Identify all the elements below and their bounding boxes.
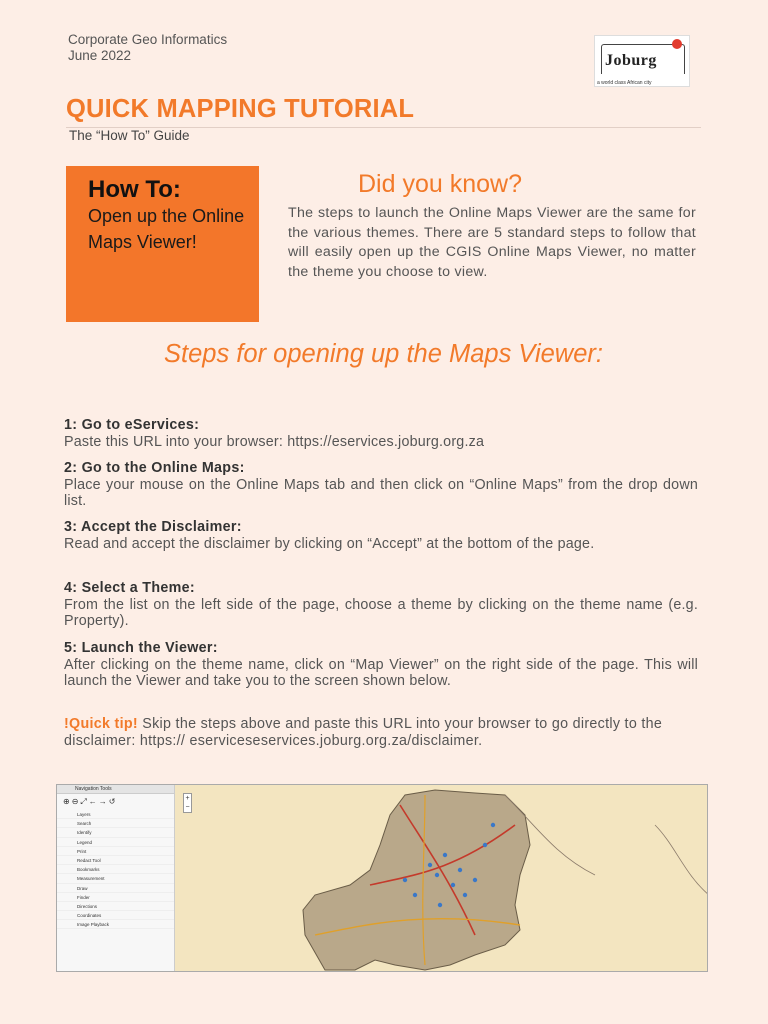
panel-row: Coordinates: [57, 911, 174, 920]
logo-word: Joburg: [605, 52, 657, 69]
maps-viewer-screenshot: [56, 784, 708, 972]
step-body: After clicking on the theme name, click on “Map Viewer” on the right side of the page. This will launch the Viewer and take you to the screen shown below.: [64, 656, 698, 690]
panel-row: Bookmarks: [57, 865, 174, 874]
panel-row: Image Playback: [57, 920, 174, 929]
panel-row: Finder: [57, 893, 174, 902]
logo-dot-icon: [672, 39, 682, 49]
step-heading: 5: Launch the Viewer:: [64, 640, 218, 656]
panel-row: Directions: [57, 902, 174, 911]
step-heading: 4: Select a Theme:: [64, 580, 195, 596]
step-body: Place your mouse on the Online Maps tab and then click on “Online Maps” from the drop down list.: [64, 476, 698, 510]
panel-row: Print: [57, 847, 174, 856]
navigation-tools-icons: ⊕⊖⤢←→↺: [63, 797, 118, 806]
header-org-block: [68, 32, 227, 64]
panel-title: Navigation Tools: [57, 785, 174, 794]
panel-row: Layers: [57, 810, 174, 819]
step-body: From the list on the left side of the page, choose a theme by clicking on the theme name (e.g. Property).: [64, 596, 698, 630]
step-heading: 1: Go to eServices:: [64, 417, 200, 433]
step-4: [64, 580, 698, 630]
step-2: [64, 460, 698, 510]
howto-heading: How To:: [88, 176, 181, 203]
panel-row: Search: [57, 819, 174, 828]
page-title: QUICK MAPPING TUTORIAL: [66, 95, 415, 123]
howto-box: [66, 166, 259, 322]
howto-body: Open up the Online Maps Viewer!: [88, 206, 245, 252]
step-heading: 3: Accept the Disclaimer:: [64, 519, 242, 535]
step-3: [64, 519, 698, 552]
step-5: [64, 640, 698, 690]
quick-tip: [64, 716, 704, 750]
did-you-know-heading: Did you know?: [358, 170, 522, 198]
did-you-know-body: The steps to launch the Online Maps Viewer are the same for the various themes. There are 5 standard steps to follow that will easily open up the CGIS Online Maps Viewer, no matter the theme you choose to view.: [288, 205, 696, 280]
zoom-out-button[interactable]: −: [185, 804, 190, 811]
municipal-boundary: [303, 790, 530, 970]
step-heading: 2: Go to the Online Maps:: [64, 460, 245, 476]
header-date: June 2022: [68, 48, 132, 63]
map-graphic: [175, 785, 708, 972]
map-zoom-control[interactable]: [183, 793, 192, 813]
outer-road: [655, 825, 708, 895]
steps-title: Steps for opening up the Maps Viewer:: [164, 340, 603, 368]
panel-row: Measurement: [57, 874, 174, 883]
panel-row: Draw: [57, 884, 174, 893]
panel-row: Legend: [57, 838, 174, 847]
zoom-in-button[interactable]: +: [185, 795, 190, 802]
quick-tip-body: Skip the steps above and paste this URL into your browser to go directly to the disclaimer: https:// eserviceseservices.joburg.org.za/disclaimer.: [64, 716, 663, 749]
quick-tip-label: !Quick tip!: [64, 716, 138, 732]
panel-row: Identify: [57, 828, 174, 837]
viewer-tool-panel: [57, 785, 175, 972]
joburg-logo: [594, 35, 690, 87]
step-body: Paste this URL into your browser: https://eservices.joburg.org.za: [64, 433, 485, 450]
page-subtitle: The “How To” Guide: [69, 128, 190, 143]
step-1: [64, 417, 698, 450]
map-canvas: [175, 785, 708, 972]
step-body: Read and accept the disclaimer by clicking on “Accept” at the bottom of the page.: [64, 535, 595, 552]
panel-row: Redact Tool: [57, 856, 174, 865]
logo-tagline: a world class African city: [597, 80, 652, 86]
header-org: Corporate Geo Informatics: [68, 32, 228, 47]
